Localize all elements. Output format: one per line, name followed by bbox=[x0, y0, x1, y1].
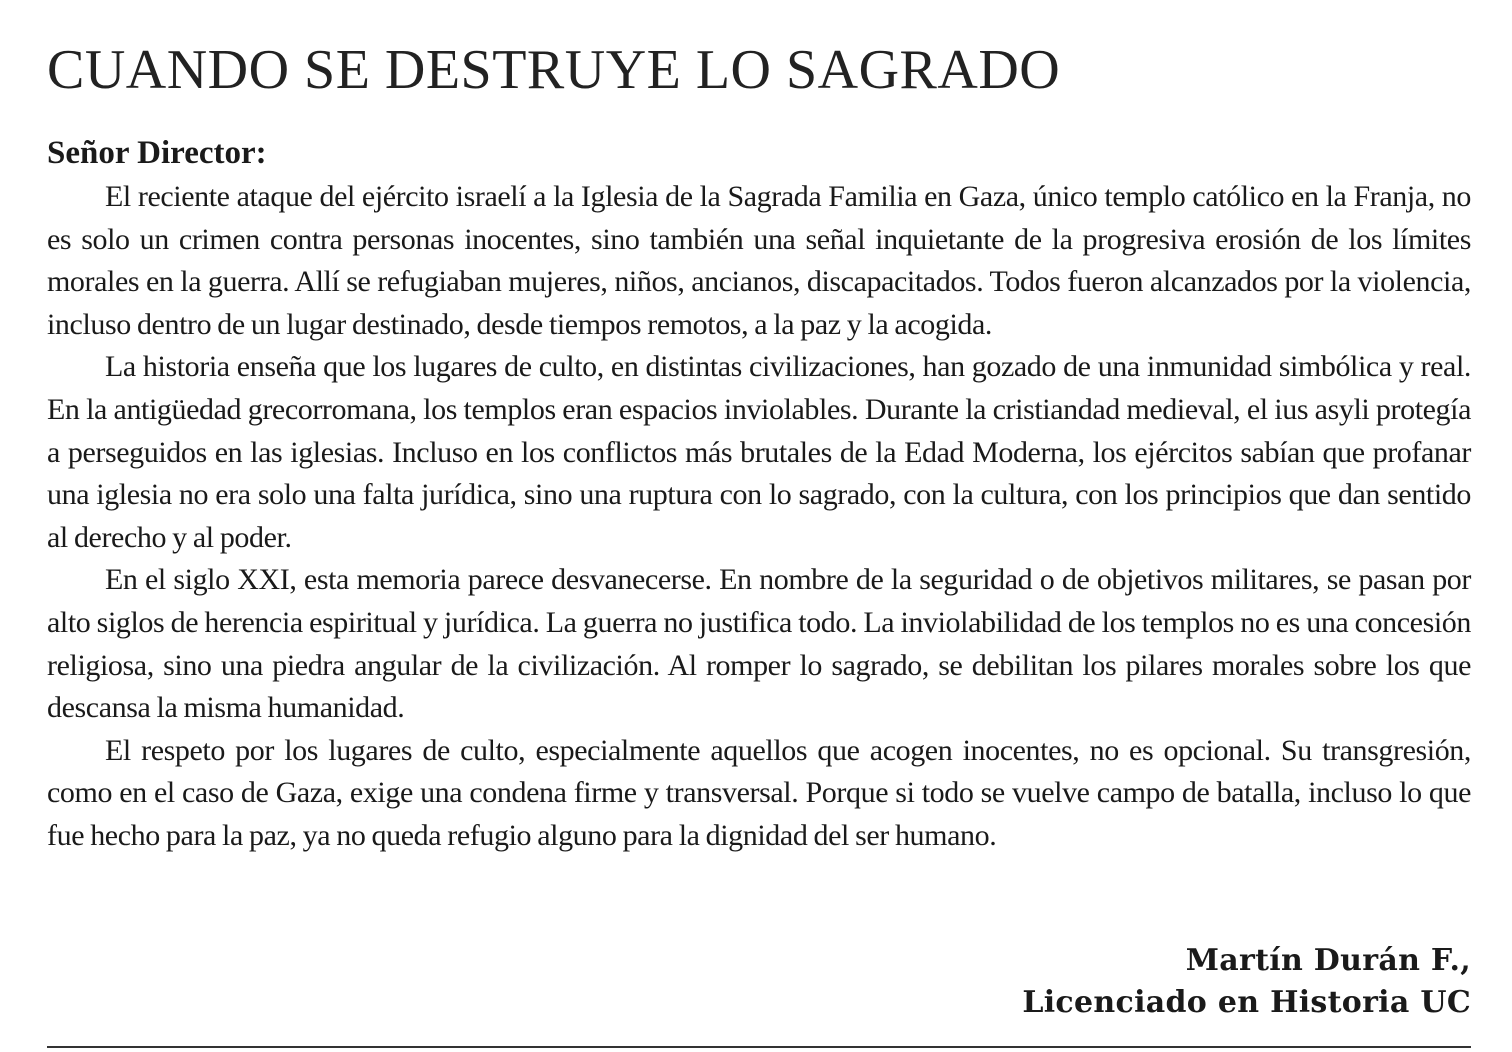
signature-title: Licenciado en Historia UC bbox=[1022, 985, 1471, 1020]
letter-headline: CUANDO SE DESTRUYE LO SAGRADO bbox=[47, 39, 1061, 101]
letter-paragraph: En el siglo XXI, esta memoria parece desvanecerse. En nombre de la seguridad o de objetivos militares, se pasan por alto siglos de herencia espiritual y jurídica. La guerra no justifica todo. La inviolabilidad de los templos no es una concesión religiosa, sino una piedra angular de la civilización. Al romper lo sagrado, se debilitan los pilares morales sobre los que descansa la misma humanidad. bbox=[47, 563, 1471, 725]
letter-body bbox=[47, 176, 1471, 858]
letter-salutation: Señor Director: bbox=[47, 135, 267, 171]
letter-paragraph: La historia enseña que los lugares de culto, en distintas civilizaciones, han gozado de una inmunidad simbólica y real. En la antigüedad grecorromana, los templos eran espacios inviolables. Durante la cristiandad medieval, el ius asyli protegía a perseguidos en las iglesias. Incluso en los conflictos más brutales de la Edad Moderna, los ejércitos sabían que profanar una iglesia no era solo una falta jurídica, sino una ruptura con lo sagrado, con la cultura, con los principios que dan sentido al derecho y al poder. bbox=[47, 350, 1471, 554]
signature-name: Martín Durán F., bbox=[1185, 943, 1471, 978]
letter-signature bbox=[1022, 940, 1471, 1024]
letter-paragraph: El reciente ataque del ejército israelí a la Iglesia de la Sagrada Familia en Gaza, único templo católico en la Franja, no es solo un crimen contra personas inocentes, sino también una señal inquietante de la progresiva erosión de los límites morales en la guerra. Allí se refugiaban mujeres, niños, ancianos, discapacitados. Todos fueron alcanzados por la violencia, incluso dentro de un lugar destinado, desde tiempos remotos, a la paz y la acogida. bbox=[47, 180, 1471, 341]
letter-paragraph: El respeto por los lugares de culto, especialmente aquellos que acogen inocentes, no es opcional. Su transgresión, como en el caso de Gaza, exige una condena firme y transversal. Porque si todo se vuelve campo de batalla, incluso lo que fue hecho para la paz, ya no queda refugio alguno para la dignidad del ser humano. bbox=[47, 733, 1471, 852]
letter-page bbox=[47, 0, 1471, 1052]
bottom-divider bbox=[47, 1046, 1471, 1048]
